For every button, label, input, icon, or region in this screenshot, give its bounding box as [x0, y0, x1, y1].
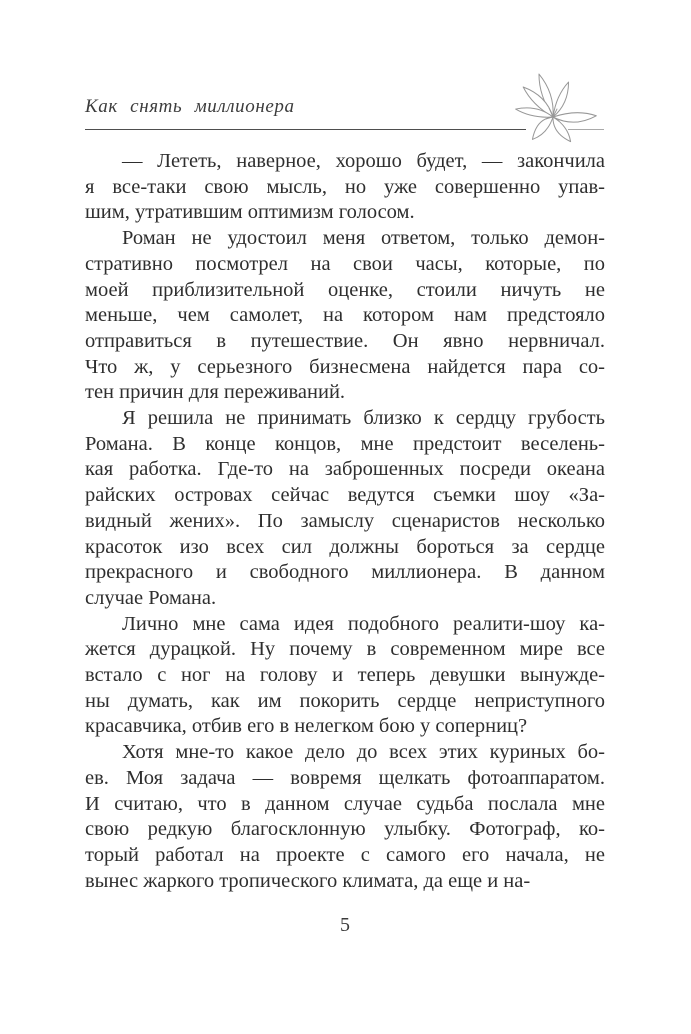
- text-line: стративно посмотрел на свои часы, которые, по: [85, 252, 605, 275]
- text-line: Романа. В конце концов, мне предстоит веселень-: [85, 432, 605, 455]
- text-line: шим, утратившим оптимизм голосом.: [85, 201, 415, 224]
- text-line: красоток изо всех сил должны бороться за сердце: [85, 535, 605, 558]
- text-line: ев. Моя задача — вовремя щелкать фотоаппаратом.: [85, 766, 605, 789]
- flower-icon: [503, 60, 607, 154]
- text-line: тен причин для переживаний.: [85, 381, 346, 404]
- text-line: ны думать, как им покорить сердце неприступного: [85, 689, 605, 712]
- text-line: встало с ног на голову и теперь девушки вынужде-: [85, 664, 605, 687]
- text-line: Я решила не принимать близко к сердцу грубость: [122, 407, 605, 430]
- header-rule: [85, 129, 526, 130]
- text-line: свою редкую благосклонную улыбку. Фотограф, ко-: [85, 818, 605, 841]
- text-line: прекрасного и свободного миллионера. В данном: [85, 561, 605, 584]
- text-line: райских островах сейчас ведутся съемки шоу «За-: [85, 484, 605, 507]
- text-line: Роман не удостоил меня ответом, только демон-: [122, 227, 605, 250]
- text-line: я все-таки свою мысль, но уже совершенно упав-: [85, 175, 605, 198]
- text-line: И считаю, что в данном случае судьба послала мне: [85, 792, 605, 815]
- running-header-title: Как снять миллионера: [85, 96, 295, 117]
- text-line: меньше, чем самолет, на котором нам предстояло: [85, 304, 605, 327]
- text-line: случае Романа.: [85, 586, 217, 609]
- text-line: торый работал на проекте с самого его начала, не: [85, 843, 605, 866]
- text-line: видный жених». По замыслу сценаристов несколько: [85, 509, 605, 532]
- text-line: Лично мне сама идея подобного реалити-шоу ка-: [122, 612, 605, 635]
- text-line: моей приблизительной оценке, стоили ничуть не: [85, 278, 605, 301]
- text-line: вынес жаркого тропического климата, да еще и на-: [85, 869, 531, 892]
- text-line: красавчика, отбив его в нелегком бою у соперниц?: [85, 715, 528, 738]
- text-line: жется дурацкой. Ну почему в современном мире все: [85, 638, 605, 661]
- text-line: Что ж, у серьезного бизнесмена найдется пара со-: [85, 355, 605, 378]
- text-line: отправиться в путешествие. Он явно нервничал.: [85, 329, 605, 352]
- text-line: Хотя мне-то какое дело до всех этих куриных бо-: [122, 741, 605, 764]
- text-line: кая работка. Где-то на заброшенных посреди океана: [85, 458, 605, 481]
- body-text: [85, 149, 605, 894]
- page-number: 5: [340, 914, 350, 936]
- text-line: — Лететь, наверное, хорошо будет, — закончила: [122, 150, 605, 172]
